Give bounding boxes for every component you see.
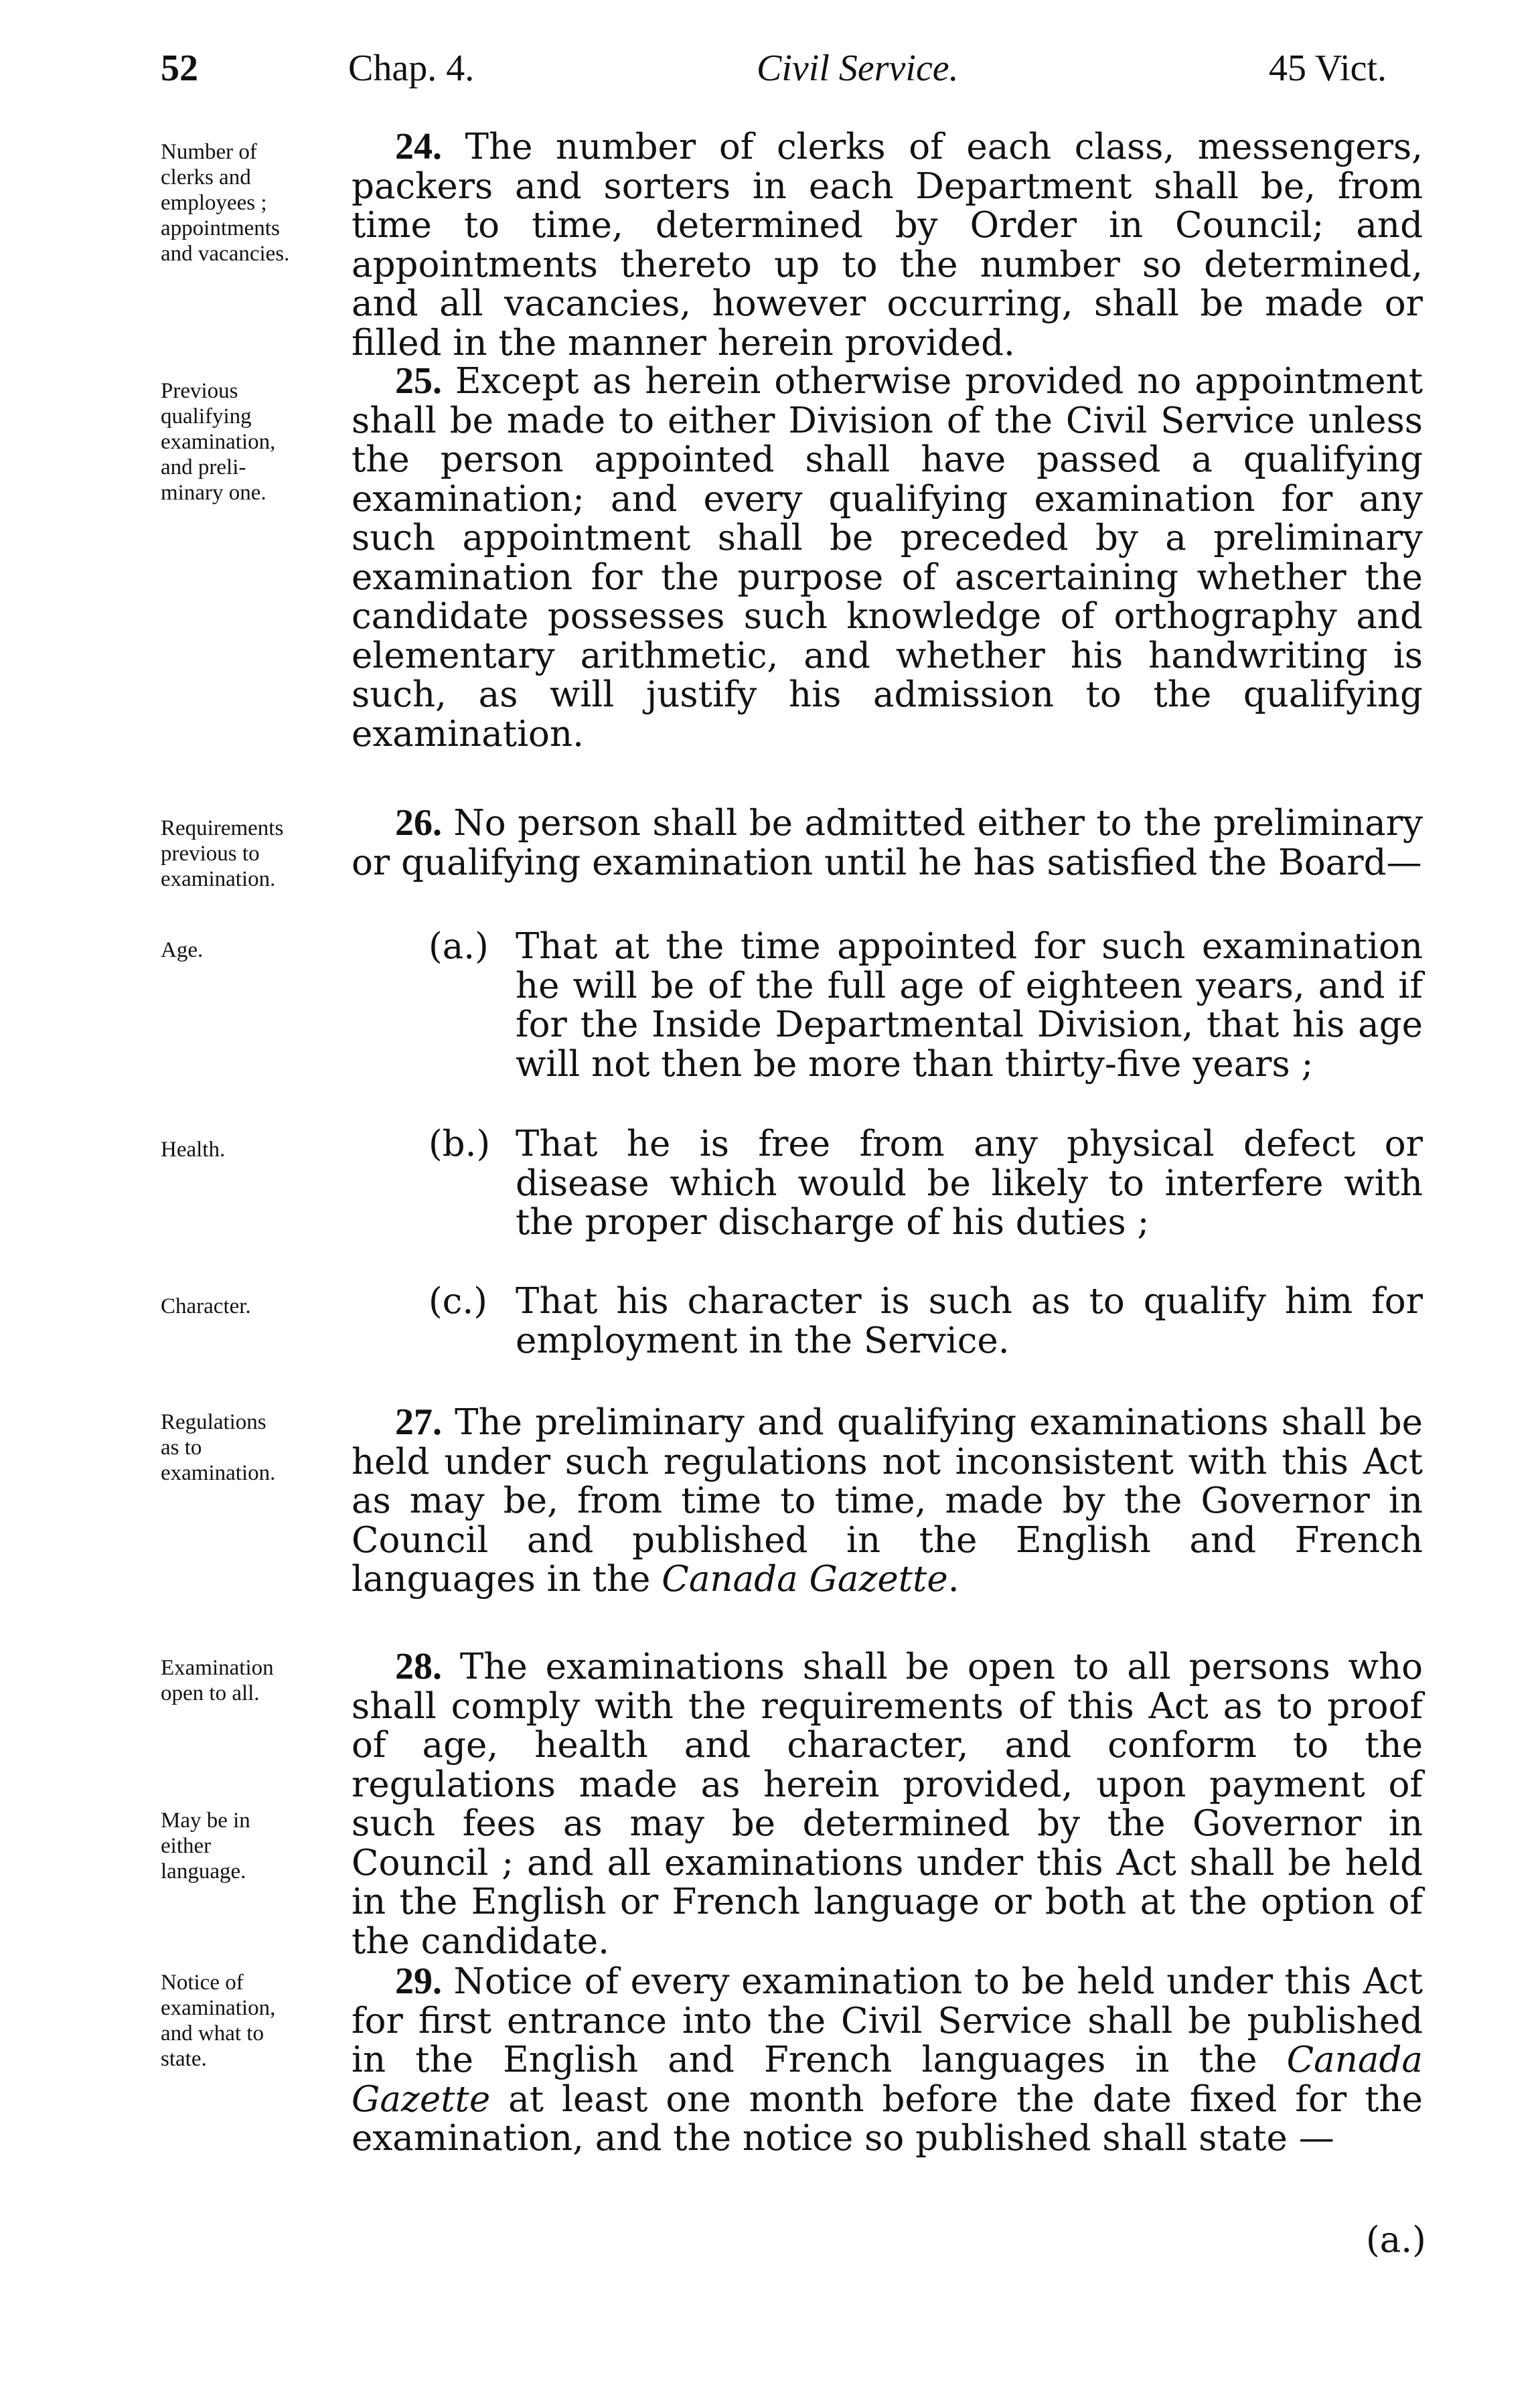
section-29-text: 29. Notice of every examination to be held under this Act for first entrance into the Civil Service shall be published in the English and French languages in the Canada Gazette at least one month before the date fixed for the examination, and the notice so published shall state —	[352, 1961, 1423, 2159]
section-number: 27.	[395, 1401, 442, 1443]
section-27-text: 27. The preliminary and qualifying examinations shall be held under such regulations not inconsistent with this Act as may be, from time to time, made by the Governor in Council and published in the English and French languages in the Canada Gazette.	[352, 1401, 1423, 1600]
marginal-note-24: Number of clerks and employees ; appointments and vacancies.	[161, 140, 290, 266]
clause-label: (a.)	[429, 926, 489, 967]
regnal-year: 45 Vict.	[1269, 48, 1387, 89]
section-body: The preliminary and qualifying examinations shall be held under such regulations not inconsistent with this Act as may be, from time to time, made by the Governor in Council and published in the English and French languages in the	[352, 1402, 1423, 1600]
section-body: No person shall be admitted either to the preliminary or qualifying examination until he has satisfied the Board—	[352, 803, 1423, 883]
section-body: The examinations shall be open to all persons who shall comply with the requirements of this Act as to proof of age, health and character, and conform to the regulations made as herein provided, upon payment of such fees as may be determined by the Governor in Council ; and all examinations under this Act shall be held in the English or French language or both at the option of the candidate.	[352, 1646, 1423, 1962]
clause-text: That at the time appointed for such examination he will be of the full age of eighteen years, and if for the Inside Departmental Division, that his age will not then be more than thirty-five years ;	[516, 926, 1423, 1085]
clause-text: That his character is such as to qualify him for employment in the Service.	[516, 1281, 1423, 1361]
clause-text: That he is free from any physical defect or disease which would be likely to interfere with the proper discharge of his duties ;	[516, 1124, 1423, 1243]
section-body: The number of clerks of each class, messengers, packers and sorters in each Department shall be, from time to time, determined by Order in Council; and appointments thereto up to the number so determined, and all vacancies, however occurring, shall be made or filled in the manner herein provided.	[352, 127, 1423, 364]
section-number: 29.	[395, 1961, 442, 2002]
marginal-note-age: Age.	[161, 938, 204, 962]
section-number: 25.	[395, 360, 442, 402]
marginal-note-28-language: May be in either language.	[161, 1809, 250, 1884]
chapter-label: Chap. 4.	[348, 48, 475, 89]
marginal-note-character: Character.	[161, 1294, 251, 1318]
section-28-text	[352, 1647, 1423, 1961]
publication-name: Canada Gazette	[662, 1559, 948, 1600]
section-26-text	[352, 803, 1423, 882]
marginal-note-29: Notice of examination, and what to state.	[161, 1971, 276, 2071]
section-25-text	[352, 362, 1423, 754]
section-number: 26.	[395, 802, 442, 844]
catchword: (a.)	[1366, 2220, 1426, 2260]
marginal-note-health: Health.	[161, 1138, 226, 1162]
page-number: 52	[161, 48, 198, 89]
section-number: 28.	[395, 1646, 442, 1687]
running-header	[0, 47, 1540, 100]
marginal-note-27: Regulations as to examination.	[161, 1410, 276, 1485]
marginal-note-25: Previous qualifying examination, and preli- minary one.	[161, 379, 276, 505]
section-body: Except as herein otherwise provided no appointment shall be made to either Division of the Civil Service unless the person appointed shall have passed a qualifying examination; and every qualifying examination for any such appointment shall be preceded by a preliminary examination for the purpose of ascertaining whether the candidate possesses such knowledge of orthography and elementary arithmetic, and whether his handwriting is such, as will justify his admission to the qualifying examination.	[352, 361, 1423, 755]
clause-label: (c.)	[429, 1281, 487, 1322]
marginal-note-28: Examination open to all.	[161, 1656, 274, 1705]
section-body: Notice of every examination to be held under this Act for first entrance into the Civil Service shall be published in the English and French languages in the	[352, 1961, 1423, 2080]
section-number: 24.	[395, 126, 442, 167]
marginal-note-26: Requirements previous to examination.	[161, 816, 284, 891]
section-24-text	[352, 127, 1423, 363]
publication-name: Canada Gazette	[352, 2040, 1423, 2120]
page-title: Civil Service.	[757, 48, 959, 89]
clause-label: (b.)	[429, 1124, 491, 1164]
